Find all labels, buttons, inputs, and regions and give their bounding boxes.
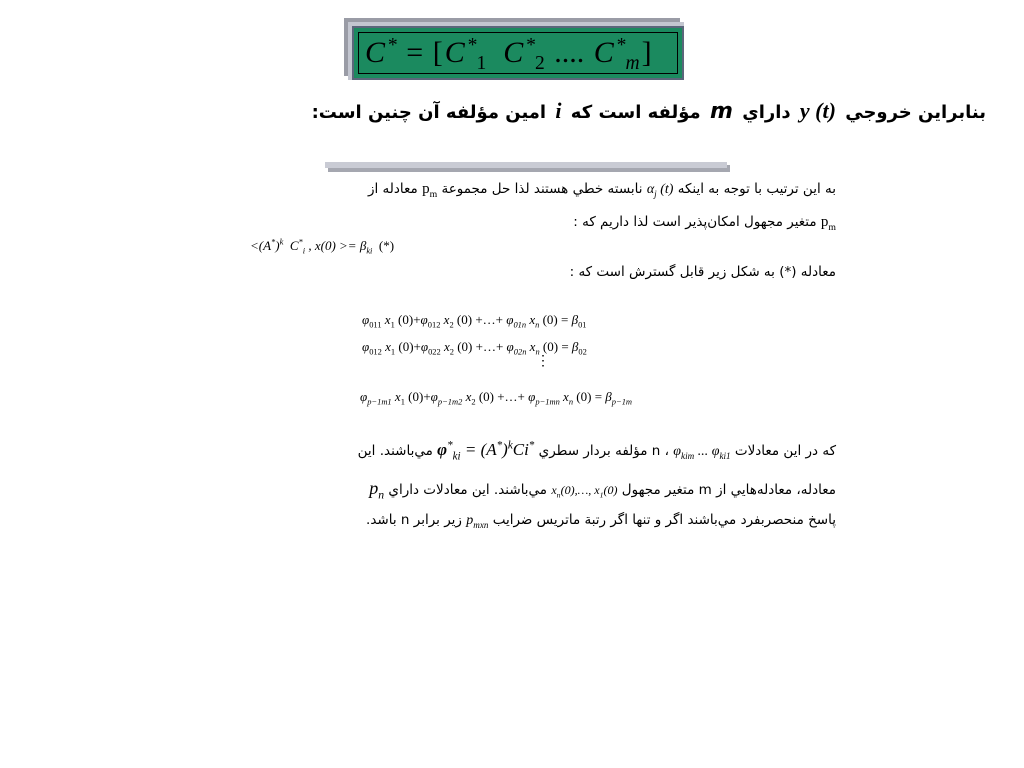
line1-y-t: y (t) [799,98,836,123]
eq-lhs: C * [365,35,397,69]
eq-c2: C *$_2$ [503,35,545,74]
line1-part4: امين مؤلفه آن چنين است: [311,102,547,123]
paragraph-2: معادله (*) به شكل زير قابل گسترش است كه : [569,264,836,280]
system-row-last: $\varphi_{p-1m1}$ $x_1$ $(0)+\varphi_{p-1m2}$ $x_2$ (0) +…+ $\varphi_{p-1mn}$ $x_n$ $(0) = \beta_{p-1m}$ [360,389,633,407]
phi-ki-definition: $\varphi^*_{ki} = (A^*)^kCi^*$ [437,439,535,463]
paragraph-1-line-2: $p_m$ متغير مجهول امكان‌پذير است لذا داريم كه : [573,214,836,233]
line1-part2: داراي [742,102,791,123]
phi-range: $\varphi_{kim}$ ... $\varphi_{ki1}$ [673,444,731,461]
alpha-j-t: $\alpha_j$ (t) [646,182,674,199]
pn-symbol: $p_n$ [369,478,385,502]
paragraph-3-line-1: كه در اين معادلات $\varphi_{kim}$ ... $\varphi_{ki1}$ ، n مؤلفه بردار سطري $\varphi^*_{ki} = (A^*)^kCi^*$ مي‌باشند. اين [357,439,836,463]
equation-box [352,26,684,80]
x-unknowns: $x_n(0),\dots$, $x_1(0)$ [551,483,618,500]
equation-c-star [358,32,678,74]
eq-c1: C *$_1$ [444,35,487,74]
system-vertical-dots: ⋮ [536,354,550,369]
eq-cm: C *$_m$ [593,35,640,74]
line1-part3: مؤلفه است كه [570,102,701,123]
separator-bar [325,162,727,168]
paragraph-3-line-3: پاسخ منحصربفرد مي‌باشند اگر و تنها اگر رتبة ماتريس ضرايب $p_{mxn}$ زير برابر n باشد. [366,512,836,530]
line1-m: m [709,99,733,124]
equation-star: $<(A^*)^k$ $C^*_i$ , $x(0) >= \beta_{ki}$ (*) [250,236,395,256]
paragraph-1-line-1: به اين ترتيب با توجه به اينكه $\alpha_j$ (t) نابسته خطي هستند لذا حل مجموعة $p_m$ معادله از [368,181,836,200]
eq-equals: = [406,36,424,69]
eq-open-bracket: [ [432,36,443,69]
output-statement-line [311,98,986,132]
paragraph-3-line-2: معادله، معادله‌هايي از m متغير مجهول $x_n(0),\dots$, $x_1(0)$ مي‌باشند. اين معادلات داراي $p_n$ [369,478,836,502]
line1-i: i [555,98,562,123]
eq-dots: .... [554,36,585,69]
line1-part1: بنابراين خروجي [845,102,986,123]
eq-close-bracket: ] [641,36,652,69]
pm-symbol: $p_m$ [422,181,438,200]
pm-symbol-2: $p_m$ [820,214,836,233]
p-mxn-symbol: $p_{mxn}$ [466,513,489,530]
system-row-1: $\varphi_{011}$ $x_1$ $(0)+\varphi_{012}$ $x_2$ (0) +…+ $\varphi_{01n}$ $x_n$ $(0) = \beta_{01}$ [362,312,587,330]
system-row-2: $\varphi_{012}$ $x_1$ $(0)+\varphi_{022}$ $x_2$ (0) +…+ $\varphi_{02n}$ $x_n$ $(0) = \beta_{02}$ [362,339,587,357]
